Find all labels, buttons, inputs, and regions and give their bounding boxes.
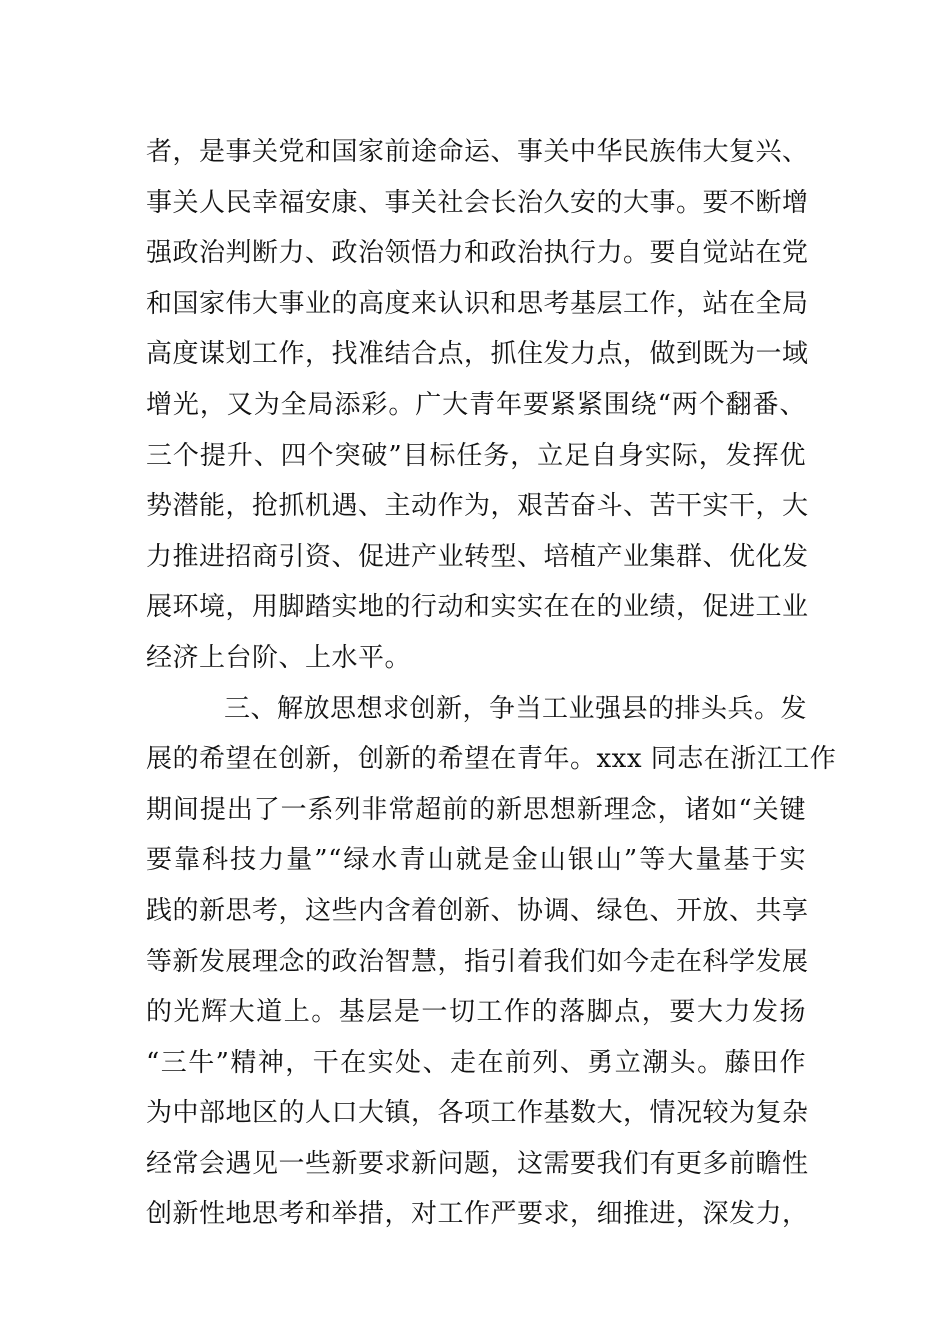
document-body xyxy=(146,127,837,1240)
text-line: 期间提出了一系列非常超前的新思想新理念，诸如“关键 xyxy=(146,794,806,825)
text-line: 经常会遇见一些新要求新问题，这需要我们有更多前瞻性 xyxy=(146,1148,809,1179)
text-line: 的光辉大道上。基层是一切工作的落脚点，要大力发扬 xyxy=(146,997,806,1028)
text-line: 经济上台阶、上水平。 xyxy=(146,642,412,673)
text-line: 势潜能，抢抓机遇、主动作为，艰苦奋斗、苦干实干，大 xyxy=(146,491,809,522)
text-line: 三、解放思想求创新，争当工业强县的排头兵。发 xyxy=(224,693,808,724)
text-line: 创新性地思考和举措，对工作严要求，细推进，深发力， xyxy=(146,1199,809,1230)
text-line: 为中部地区的人口大镇，各项工作基数大，情况较为复杂 xyxy=(146,1098,809,1129)
text-line: 等新发展理念的政治智慧，指引着我们如今走在科学发展 xyxy=(146,946,809,977)
text-line: 增光，又为全局添彩。广大青年要紧紧围绕“两个翻番、 xyxy=(146,389,806,420)
text-line: 展环境，用脚踏实地的行动和实实在在的业绩，促进工业 xyxy=(146,592,809,623)
text-line: 展的希望在创新，创新的希望在青年。xxx 同志在浙江工作 xyxy=(146,744,837,775)
text-line: 强政治判断力、政治领悟力和政治执行力。要自觉站在党 xyxy=(146,238,809,269)
text-line: 践的新思考，这些内含着创新、协调、绿色、开放、共享 xyxy=(146,895,809,926)
text-line: 者，是事关党和国家前途命运、事关中华民族伟大复兴、 xyxy=(146,137,809,167)
text-line: 高度谋划工作，找准结合点，抓住发力点，做到既为一域 xyxy=(146,339,809,370)
text-line: “三牛”精神，干在实处、走在前列、勇立潮头。藤田作 xyxy=(146,1047,806,1078)
text-line: 力推进招商引资、促进产业转型、培植产业集群、优化发 xyxy=(146,541,809,572)
text-line: 事关人民幸福安康、事关社会长治久安的大事。要不断增 xyxy=(146,187,809,218)
text-line: 要靠科技力量”“绿水青山就是金山银山”等大量基于实 xyxy=(146,845,806,876)
text-line: 和国家伟大事业的高度来认识和思考基层工作，站在全局 xyxy=(146,288,809,319)
text-line: 三个提升、四个突破”目标任务，立足自身实际，发挥优 xyxy=(146,440,806,471)
